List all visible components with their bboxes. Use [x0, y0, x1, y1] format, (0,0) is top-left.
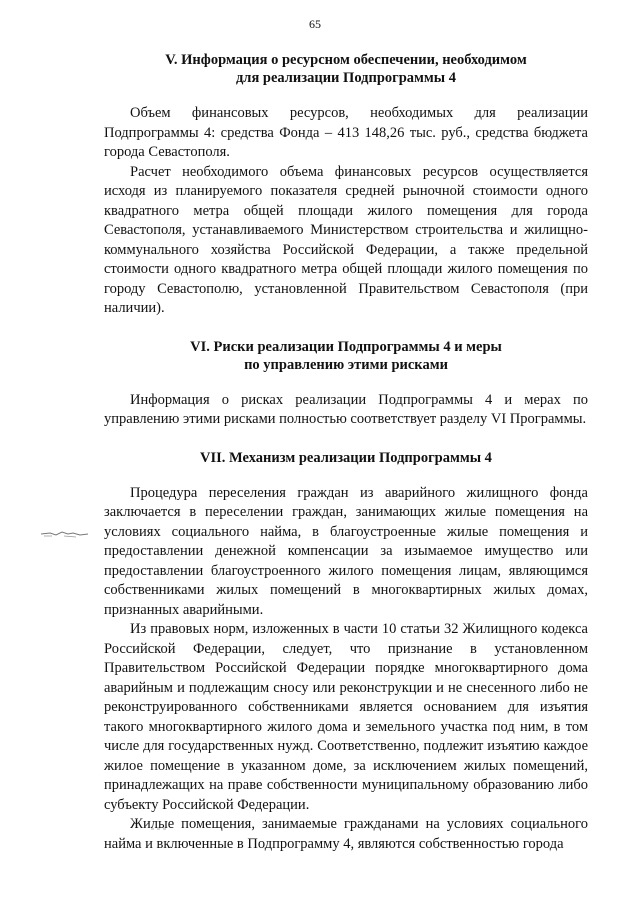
section-6-heading-line-1: VI. Риски реализации Подпрограммы 4 и меры	[190, 338, 502, 355]
section-7-heading-line-1: VII. Механизм реализации Подпрограммы 4	[200, 449, 492, 466]
section-5-paragraph-2: Расчет необходимого объема финансовых ресурсов осуществляется исходя из планируемого показателя средней рыночной стоимости одного квадратного метра общей площади жилого помещения для города Севастополя, устанавливаемого Министерством строительства и жилищно-коммунального хозяйства Российской Федерации, а также предельной стоимости одного квадратного метра общей площади жилого помещения по городу Севастополю, установленной Правительством Севастополя (при наличии).	[104, 163, 588, 316]
section-7-paragraph-3: Жилые помещения, занимаемые гражданами на условиях социального найма и включенные в Подпрограмму 4, являются собственностью города	[104, 816, 588, 852]
section-7-heading	[104, 449, 588, 467]
section-5-paragraph-1: Объем финансовых ресурсов, необходимых для реализации Подпрограммы 4: средства Фонда – 413 148,26 тыс. руб., средства бюджета города Севастополя.	[104, 105, 588, 160]
section-7-paragraph-1: Процедура переселения граждан из аварийного жилищного фонда заключается в переселении граждан, занимающих жилые помещения на условиях социального найма, в благоустроенные жилые помещения и предоставлении денежной компенсации за изымаемое имущество или предоставлении благоустроенного жилого помещения лицам, являющимся собственниками жилых помещений в многоквартирных жилых домах, признанных аварийными.	[104, 484, 588, 618]
section-5-heading-line-2: для реализации Подпрограммы 4	[235, 70, 457, 86]
section-5-heading-line-1: V. Информация о ресурсном обеспечении, необходимом	[165, 52, 527, 68]
page-number: 65	[309, 17, 321, 31]
scan-margin-mark	[40, 529, 90, 539]
document-body	[104, 51, 588, 854]
scan-bottom-mark	[150, 826, 170, 832]
section-5-heading	[104, 51, 588, 87]
section-7-paragraph-2: Из правовых норм, изложенных в части 10 статьи 32 Жилищного кодекса Российской Федерации, следует, что признание в установленном Правительством Российской Федерации порядке многоквартирного дома аварийным и подлежащим сносу или реконструкции и не снесенного либо не реконструированного собственниками является основанием для изъятия такого многоквартирного жилого дома и земельного участка под ним, в том числе для государственных нужд. Соответственно, подлежит изъятию каждое жилое помещение в указанном доме, за исключением жилых помещений, принадлежащих на праве собственности муниципальному образованию либо субъекту Российской Федерации.	[104, 621, 588, 813]
section-6-heading	[104, 338, 588, 374]
section-6-paragraph-1: Информация о рисках реализации Подпрограммы 4 и мерах по управлению этими рисками полностью соответствует разделу VI Программы.	[104, 391, 588, 427]
section-6-heading-line-2: по управлению этими рисками	[244, 356, 448, 373]
